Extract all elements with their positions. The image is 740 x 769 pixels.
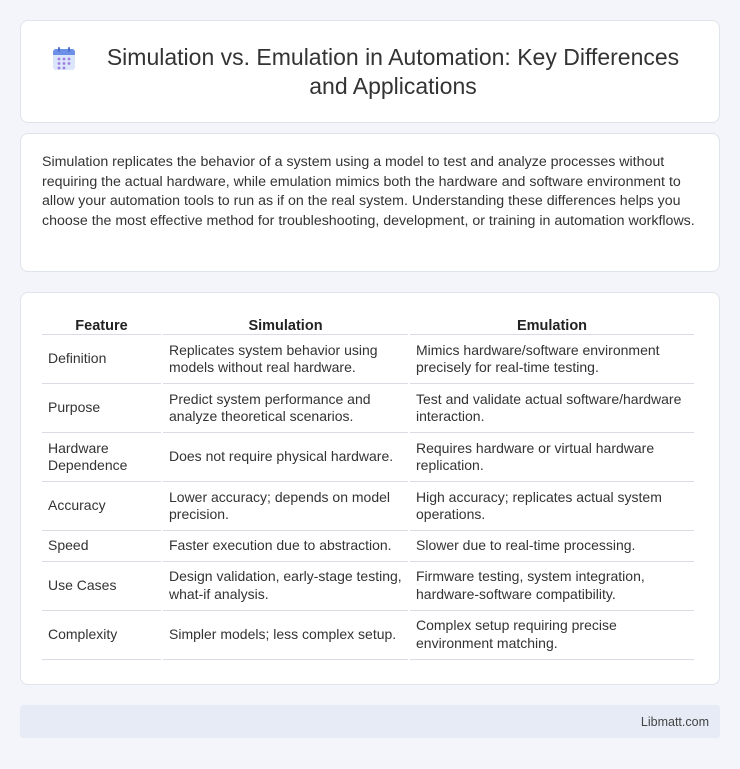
header-feature: Feature: [42, 313, 161, 335]
feature-cell: Complexity: [42, 611, 161, 660]
table-row: [42, 611, 694, 660]
emulation-cell: Firmware testing, system integration, hardware-software compatibility.: [410, 562, 694, 611]
emulation-cell: High accuracy; replicates actual system operations.: [410, 482, 694, 531]
emulation-cell: Requires hardware or virtual hardware replication.: [410, 433, 694, 482]
feature-cell: Definition: [42, 335, 161, 384]
simulation-cell: Does not require physical hardware.: [163, 433, 408, 482]
header-simulation: Simulation: [163, 313, 408, 335]
comparison-table-card: [20, 292, 720, 685]
feature-cell: Hardware Dependence: [42, 433, 161, 482]
table-row: [42, 384, 694, 433]
simulation-cell: Faster execution due to abstraction.: [163, 531, 408, 562]
intro-card: [20, 133, 720, 272]
emulation-cell: Slower due to real-time processing.: [410, 531, 694, 562]
feature-cell: Accuracy: [42, 482, 161, 531]
table-header-row: [42, 313, 694, 335]
comparison-table: [40, 313, 696, 660]
simulation-cell: Design validation, early-stage testing, what-if analysis.: [163, 562, 408, 611]
simulation-cell: Lower accuracy; depends on model precision.: [163, 482, 408, 531]
emulation-cell: Mimics hardware/software environment precisely for real-time testing.: [410, 335, 694, 384]
table-row: [42, 562, 694, 611]
calendar-icon: [50, 45, 78, 73]
feature-cell: Speed: [42, 531, 161, 562]
table-row: [42, 531, 694, 562]
page-title: Simulation vs. Emulation in Automation: Key Differences and Applications: [106, 43, 680, 99]
emulation-cell: Test and validate actual software/hardware interaction.: [410, 384, 694, 433]
table-row: [42, 335, 694, 384]
emulation-cell: Complex setup requiring precise environment matching.: [410, 611, 694, 660]
title-wrap: [50, 43, 690, 101]
simulation-cell: Simpler models; less complex setup.: [163, 611, 408, 660]
table-row: [42, 433, 694, 482]
intro-paragraph: Simulation replicates the behavior of a system using a model to test and analyze processes without requiring the actual hardware, while emulation mimics both the hardware and software environment to allow your automation tools to run as if on the real system. Understanding these differences helps you choose the most effective method for troubleshooting, development, or training in automation workflows.: [42, 154, 695, 229]
footer-bar: [20, 705, 720, 738]
table-row: [42, 482, 694, 531]
simulation-cell: Predict system performance and analyze theoretical scenarios.: [163, 384, 408, 433]
title-card: [20, 20, 720, 123]
feature-cell: Purpose: [42, 384, 161, 433]
simulation-cell: Replicates system behavior using models without real hardware.: [163, 335, 408, 384]
footer-brand-link[interactable]: Libmatt.com: [640, 714, 709, 729]
header-emulation: Emulation: [410, 313, 694, 335]
feature-cell: Use Cases: [42, 562, 161, 611]
